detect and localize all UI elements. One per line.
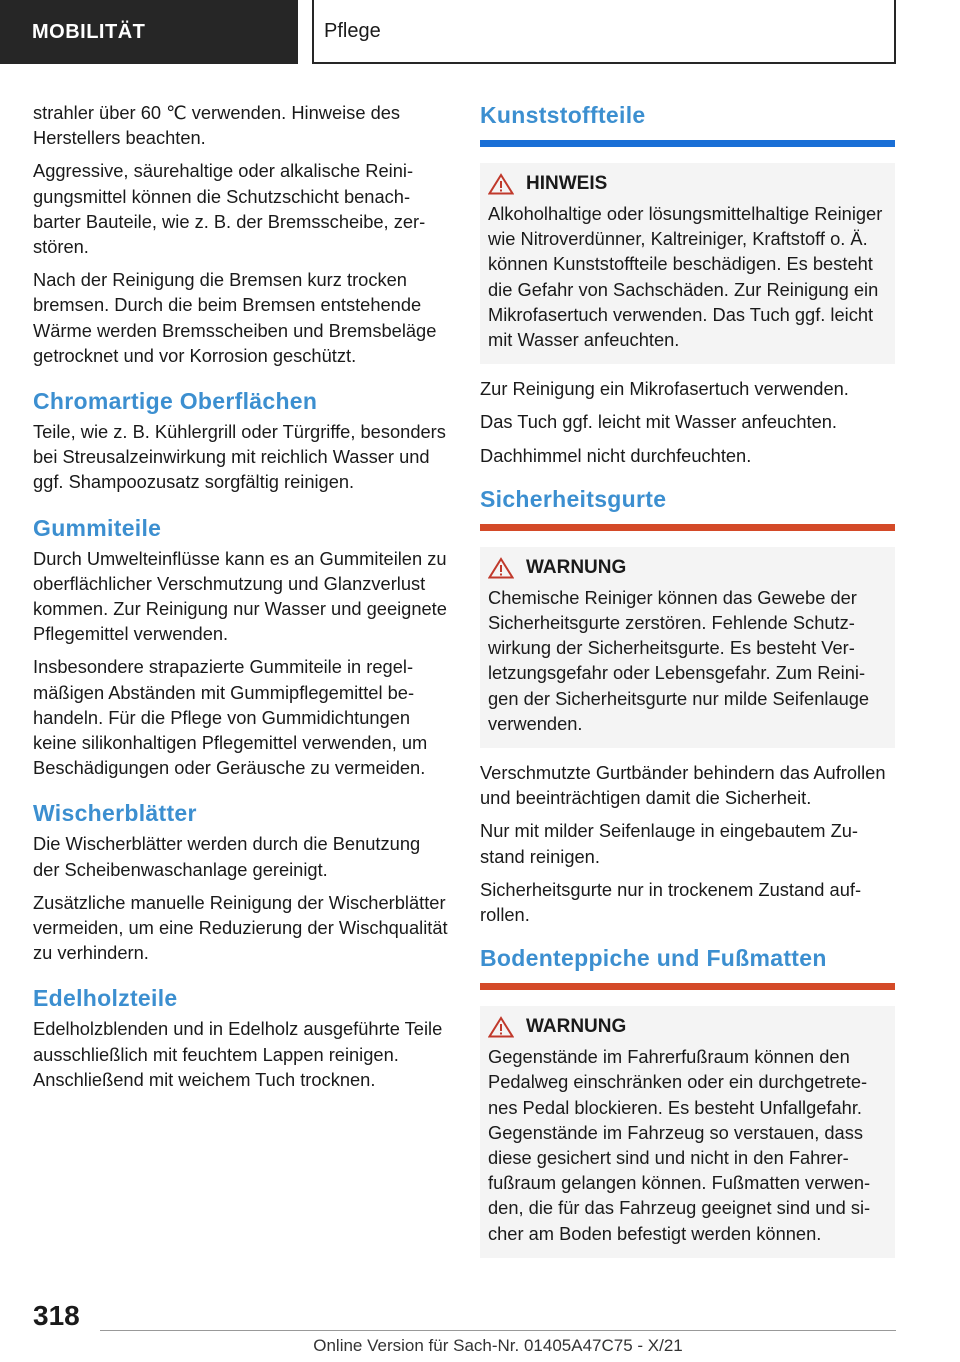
paragraph: Insbesondere strapazierte Gummiteile in regelmäßigen Abständen mit Gummipflegemittel behandeln. Für die Pflege von Gummidichtungen keine silikonhaltigen Pflegemittel verwenden, um Beschädigungen oder Geräusche zu vermeiden. bbox=[33, 656, 428, 779]
paragraph: Nur mit milder Seifenlauge in eingebautem Zustand reinigen. bbox=[480, 820, 859, 867]
paragraph: Edelholzblenden und in Edelholz ausgeführte Teile ausschließlich mit feuchtem Lappen reinigen. Anschließend mit weichem Tuch trocknen. bbox=[33, 1018, 443, 1090]
paragraph: Zur Reinigung ein Mikrofasertuch verwenden. bbox=[480, 378, 849, 400]
warning-triangle-icon bbox=[488, 557, 514, 579]
heading-bodenteppiche: Bodenteppiche und Fußmatten bbox=[480, 945, 827, 972]
heading-edelholz: Edelholzteile bbox=[33, 985, 178, 1012]
hinweis-title: HINWEIS bbox=[526, 173, 608, 194]
left-column bbox=[33, 100, 448, 1100]
paragraph: Verschmutzte Gurtbänder behindern das Aufrollen und beeinträchtigen damit die Sicherheit. bbox=[480, 762, 886, 809]
warnung-bar bbox=[480, 524, 895, 531]
warnung-title: WARNUNG bbox=[526, 1016, 627, 1038]
heading-kunststoff: Kunststoffteile bbox=[480, 102, 646, 128]
warnung-text: Gegenstände im Fahrerfußraum können den Pedalweg einschränken oder ein durchgetretenes Pedal blockieren. Es besteht Unfallgefahr. Gegenstände im Fahrzeug so verstauen, dass diese gesichert sind und nicht in den Fahrerfußraum gelangen können. Fußmatten verwenden, die für das Fahrzeug geeignet sind und sicher am Boden befestigt werden können. bbox=[488, 1046, 871, 1244]
paragraph: Die Wischerblätter werden durch die Benutzung der Scheibenwaschanlage gereinigt. bbox=[33, 833, 421, 880]
warning-triangle-icon bbox=[488, 1016, 514, 1038]
chapter-tab[interactable]: MOBILITÄT bbox=[0, 0, 298, 64]
heading-wischer: Wischerblätter bbox=[33, 800, 197, 827]
paragraph: Durch Umwelteinflüsse kann es an Gummiteilen zu oberflächlicher Verschmutzung und Glanzverlust kommen. Zur Reinigung nur Wasser und geeignete Pflegemittel verwenden. bbox=[33, 547, 447, 645]
footer-divider bbox=[100, 1330, 896, 1331]
paragraph: Das Tuch ggf. leicht mit Wasser anfeuchten. bbox=[480, 411, 837, 433]
warnung-text: Chemische Reiniger können das Gewebe der Sicherheitsgurte zerstören. Fehlende Schutzwirkung der Sicherheitsgurte. Es besteht Verletzungsgefahr oder Lebensgefahr. Zum Reinigen der Sicherheitsgurte nur milde Seifenlauge verwenden. bbox=[488, 586, 870, 734]
right-column bbox=[480, 100, 895, 1270]
warnung-title: WARNUNG bbox=[526, 556, 627, 578]
section-title: Pflege bbox=[312, 0, 896, 64]
warnung-box bbox=[480, 1006, 895, 1258]
hinweis-box bbox=[480, 163, 895, 364]
heading-gummi: Gummiteile bbox=[33, 514, 162, 541]
hinweis-text: Alkoholhaltige oder lösungsmittelhaltige Reiniger wie Nitroverdünner, Kaltreiniger, Kraftstoff o. Ä. können Kunststoffteile beschädigen. Es besteht die Gefahr von Sachschäden. Zur Reinigung ein Mikrofasertuch verwenden. Das Tuch ggf. leicht mit Wasser anfeuchten. bbox=[488, 203, 883, 351]
paragraph: Nach der Reinigung die Bremsen kurz trocken bremsen. Durch die beim Bremsen entstehende Wärme werden Bremsscheiben und Bremsbeläge getrocknet und vor Korrosion geschützt. bbox=[33, 269, 437, 366]
warnung-box bbox=[480, 547, 895, 748]
page-number: 318 bbox=[33, 1300, 80, 1331]
footer-text[interactable]: Online Version für Sach-Nr. 01405A47C75 - X/21 bbox=[313, 1336, 683, 1355]
hinweis-bar bbox=[480, 140, 895, 147]
paragraph: Dachhimmel nicht durchfeuchten. bbox=[480, 444, 752, 466]
warning-triangle-icon bbox=[488, 173, 514, 195]
heading-sicherheitsgurte: Sicherheitsgurte bbox=[480, 485, 667, 512]
heading-chrom: Chromartige Oberflächen bbox=[33, 388, 318, 415]
paragraph: Teile, wie z. B. Kühlergrill oder Türgriffe, besonders bei Streusalzeinwirkung mit reichlich Wasser und ggf. Shampoozusatz sorgfältig reinigen. bbox=[33, 421, 446, 493]
paragraph: Zusätzliche manuelle Reinigung der Wischerblätter vermeiden, um eine Reduzierung der Wischqualität zu verhindern. bbox=[33, 891, 448, 964]
warnung-bar bbox=[480, 983, 895, 990]
paragraph: Aggressive, säurehaltige oder alkalische Reinigungsmittel können die Schutzschicht benachbarter Bauteile, wie z. B. der Bremsscheibe, zerstören. bbox=[33, 160, 426, 258]
paragraph: strahler über 60 ℃ verwenden. Hinweise des Herstellers beachten. bbox=[33, 102, 401, 149]
paragraph: Sicherheitsgurte nur in trockenem Zustand aufrollen. bbox=[480, 878, 862, 926]
